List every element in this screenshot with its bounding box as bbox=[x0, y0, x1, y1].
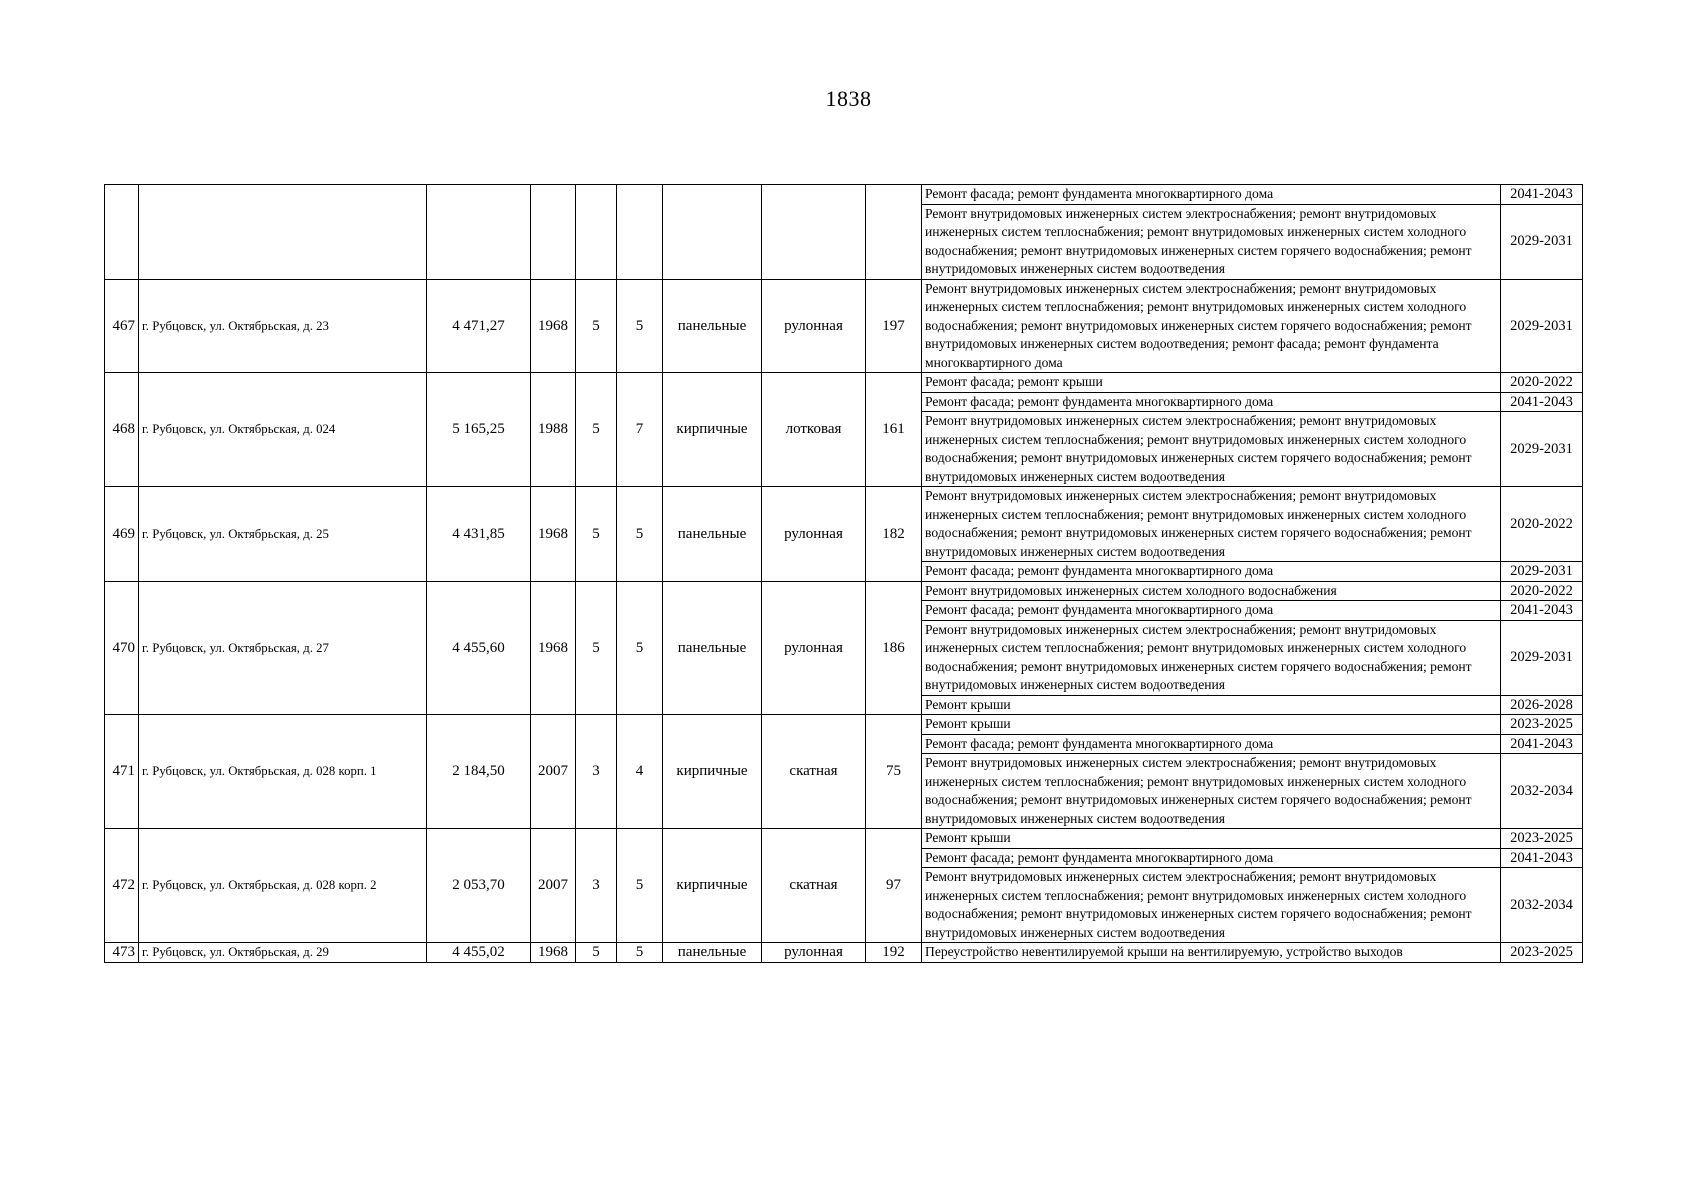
year-cell: 1968 bbox=[531, 487, 576, 582]
residents-cell: 197 bbox=[866, 279, 922, 373]
year-cell: 1968 bbox=[531, 943, 576, 963]
empty-cell bbox=[762, 185, 866, 280]
table-row bbox=[105, 487, 1583, 562]
work-period: 2029-2031 bbox=[1501, 562, 1583, 582]
row-number: 473 bbox=[105, 943, 139, 963]
work-period: 2041-2043 bbox=[1501, 185, 1583, 205]
work-description: Ремонт крыши bbox=[922, 715, 1501, 735]
table-body bbox=[105, 185, 1583, 963]
entrances-cell: 5 bbox=[617, 829, 663, 943]
area-cell: 2 184,50 bbox=[427, 715, 531, 829]
work-period: 2029-2031 bbox=[1501, 279, 1583, 373]
work-description: Ремонт крыши bbox=[922, 829, 1501, 849]
area-cell: 5 165,25 bbox=[427, 373, 531, 487]
roof-type-cell: рулонная bbox=[762, 487, 866, 582]
work-description: Ремонт фасада; ремонт фундамента многоквартирного дома bbox=[922, 185, 1501, 205]
year-cell: 1968 bbox=[531, 279, 576, 373]
row-number: 472 bbox=[105, 829, 139, 943]
work-description: Ремонт фасада; ремонт фундамента многоквартирного дома bbox=[922, 734, 1501, 754]
year-cell: 1988 bbox=[531, 373, 576, 487]
work-description: Ремонт внутридомовых инженерных систем электроснабжения; ремонт внутридомовых инженерных систем теплоснабжения; ремонт внутридомовых инженерных систем холодного водоснабжения; ремонт внутридомовых инженерных систем горячего водоснабжения; ремонт внутридомовых инженерных систем водоотведения; ремонт фасада; ремонт фундамента многоквартирного дома bbox=[922, 279, 1501, 373]
work-period: 2023-2025 bbox=[1501, 715, 1583, 735]
roof-type-cell: скатная bbox=[762, 715, 866, 829]
roof-type-cell: рулонная bbox=[762, 943, 866, 963]
work-period: 2020-2022 bbox=[1501, 373, 1583, 393]
floors-cell: 5 bbox=[576, 943, 617, 963]
work-period: 2041-2043 bbox=[1501, 601, 1583, 621]
row-number: 469 bbox=[105, 487, 139, 582]
work-description: Ремонт крыши bbox=[922, 695, 1501, 715]
area-cell: 2 053,70 bbox=[427, 829, 531, 943]
empty-cell bbox=[617, 185, 663, 280]
work-period: 2020-2022 bbox=[1501, 487, 1583, 562]
page-number: 1838 bbox=[825, 86, 872, 111]
floors-cell: 5 bbox=[576, 487, 617, 582]
address-cell: г. Рубцовск, ул. Октябрьская, д. 25 bbox=[139, 487, 427, 582]
work-description: Ремонт внутридомовых инженерных систем электроснабжения; ремонт внутридомовых инженерных систем теплоснабжения; ремонт внутридомовых инженерных систем холодного водоснабжения; ремонт внутридомовых инженерных систем горячего водоснабжения; ремонт внутридомовых инженерных систем водоотведения bbox=[922, 412, 1501, 487]
empty-cell bbox=[427, 185, 531, 280]
work-description: Ремонт фасада; ремонт фундамента многоквартирного дома bbox=[922, 848, 1501, 868]
entrances-cell: 7 bbox=[617, 373, 663, 487]
work-period: 2041-2043 bbox=[1501, 392, 1583, 412]
housing-register-table bbox=[104, 184, 1583, 963]
floors-cell: 5 bbox=[576, 581, 617, 715]
table-row bbox=[105, 715, 1583, 735]
address-cell: г. Рубцовск, ул. Октябрьская, д. 29 bbox=[139, 943, 427, 963]
entrances-cell: 5 bbox=[617, 943, 663, 963]
work-description: Ремонт внутридомовых инженерных систем холодного водоснабжения bbox=[922, 581, 1501, 601]
area-cell: 4 471,27 bbox=[427, 279, 531, 373]
empty-cell bbox=[663, 185, 762, 280]
entrances-cell: 5 bbox=[617, 487, 663, 582]
table-row bbox=[105, 185, 1583, 205]
address-cell: г. Рубцовск, ул. Октябрьская, д. 028 корп. 2 bbox=[139, 829, 427, 943]
work-period: 2032-2034 bbox=[1501, 868, 1583, 943]
table-row bbox=[105, 943, 1583, 963]
walls-material-cell: кирпичные bbox=[663, 373, 762, 487]
entrances-cell: 5 bbox=[617, 279, 663, 373]
empty-cell bbox=[576, 185, 617, 280]
empty-cell bbox=[866, 185, 922, 280]
residents-cell: 75 bbox=[866, 715, 922, 829]
walls-material-cell: панельные bbox=[663, 279, 762, 373]
work-period: 2029-2031 bbox=[1501, 204, 1583, 279]
walls-material-cell: панельные bbox=[663, 943, 762, 963]
row-number: 470 bbox=[105, 581, 139, 715]
address-cell: г. Рубцовск, ул. Октябрьская, д. 028 корп. 1 bbox=[139, 715, 427, 829]
work-period: 2029-2031 bbox=[1501, 620, 1583, 695]
walls-material-cell: панельные bbox=[663, 581, 762, 715]
residents-cell: 192 bbox=[866, 943, 922, 963]
walls-material-cell: кирпичные bbox=[663, 715, 762, 829]
floors-cell: 5 bbox=[576, 373, 617, 487]
floors-cell: 3 bbox=[576, 715, 617, 829]
residents-cell: 186 bbox=[866, 581, 922, 715]
year-cell: 1968 bbox=[531, 581, 576, 715]
residents-cell: 97 bbox=[866, 829, 922, 943]
roof-type-cell: скатная bbox=[762, 829, 866, 943]
work-description: Переустройство невентилируемой крыши на вентилируемую, устройство выходов bbox=[922, 943, 1501, 963]
work-period: 2020-2022 bbox=[1501, 581, 1583, 601]
address-cell: г. Рубцовск, ул. Октябрьская, д. 23 bbox=[139, 279, 427, 373]
work-period: 2041-2043 bbox=[1501, 734, 1583, 754]
work-description: Ремонт внутридомовых инженерных систем электроснабжения; ремонт внутридомовых инженерных систем теплоснабжения; ремонт внутридомовых инженерных систем холодного водоснабжения; ремонт внутридомовых инженерных систем горячего водоснабжения; ремонт внутридомовых инженерных систем водоотведения bbox=[922, 754, 1501, 829]
residents-cell: 161 bbox=[866, 373, 922, 487]
work-description: Ремонт внутридомовых инженерных систем электроснабжения; ремонт внутридомовых инженерных систем теплоснабжения; ремонт внутридомовых инженерных систем холодного водоснабжения; ремонт внутридомовых инженерных систем горячего водоснабжения; ремонт внутридомовых инженерных систем водоотведения bbox=[922, 620, 1501, 695]
work-period: 2032-2034 bbox=[1501, 754, 1583, 829]
work-description: Ремонт фасада; ремонт фундамента многоквартирного дома bbox=[922, 601, 1501, 621]
work-period: 2023-2025 bbox=[1501, 943, 1583, 963]
empty-cell bbox=[531, 185, 576, 280]
floors-cell: 3 bbox=[576, 829, 617, 943]
work-description: Ремонт фасада; ремонт крыши bbox=[922, 373, 1501, 393]
area-cell: 4 455,02 bbox=[427, 943, 531, 963]
work-period: 2023-2025 bbox=[1501, 829, 1583, 849]
roof-type-cell: лотковая bbox=[762, 373, 866, 487]
walls-material-cell: панельные bbox=[663, 487, 762, 582]
address-cell: г. Рубцовск, ул. Октябрьская, д. 27 bbox=[139, 581, 427, 715]
work-description: Ремонт фасада; ремонт фундамента многоквартирного дома bbox=[922, 562, 1501, 582]
area-cell: 4 455,60 bbox=[427, 581, 531, 715]
row-number: 468 bbox=[105, 373, 139, 487]
empty-cell bbox=[105, 185, 139, 280]
empty-cell bbox=[139, 185, 427, 280]
address-cell: г. Рубцовск, ул. Октябрьская, д. 024 bbox=[139, 373, 427, 487]
floors-cell: 5 bbox=[576, 279, 617, 373]
work-description: Ремонт внутридомовых инженерных систем электроснабжения; ремонт внутридомовых инженерных систем теплоснабжения; ремонт внутридомовых инженерных систем холодного водоснабжения; ремонт внутридомовых инженерных систем горячего водоснабжения; ремонт внутридомовых инженерных систем водоотведения bbox=[922, 204, 1501, 279]
work-description: Ремонт фасада; ремонт фундамента многоквартирного дома bbox=[922, 392, 1501, 412]
row-number: 467 bbox=[105, 279, 139, 373]
year-cell: 2007 bbox=[531, 829, 576, 943]
work-period: 2026-2028 bbox=[1501, 695, 1583, 715]
roof-type-cell: рулонная bbox=[762, 581, 866, 715]
table-row bbox=[105, 829, 1583, 849]
entrances-cell: 5 bbox=[617, 581, 663, 715]
work-description: Ремонт внутридомовых инженерных систем электроснабжения; ремонт внутридомовых инженерных систем теплоснабжения; ремонт внутридомовых инженерных систем холодного водоснабжения; ремонт внутридомовых инженерных систем горячего водоснабжения; ремонт внутридомовых инженерных систем водоотведения bbox=[922, 487, 1501, 562]
entrances-cell: 4 bbox=[617, 715, 663, 829]
work-period: 2041-2043 bbox=[1501, 848, 1583, 868]
table-row bbox=[105, 279, 1583, 373]
table-row bbox=[105, 373, 1583, 393]
work-description: Ремонт внутридомовых инженерных систем электроснабжения; ремонт внутридомовых инженерных систем теплоснабжения; ремонт внутридомовых инженерных систем холодного водоснабжения; ремонт внутридомовых инженерных систем горячего водоснабжения; ремонт внутридомовых инженерных систем водоотведения bbox=[922, 868, 1501, 943]
row-number: 471 bbox=[105, 715, 139, 829]
residents-cell: 182 bbox=[866, 487, 922, 582]
roof-type-cell: рулонная bbox=[762, 279, 866, 373]
table-row bbox=[105, 581, 1583, 601]
work-period: 2029-2031 bbox=[1501, 412, 1583, 487]
year-cell: 2007 bbox=[531, 715, 576, 829]
area-cell: 4 431,85 bbox=[427, 487, 531, 582]
walls-material-cell: кирпичные bbox=[663, 829, 762, 943]
